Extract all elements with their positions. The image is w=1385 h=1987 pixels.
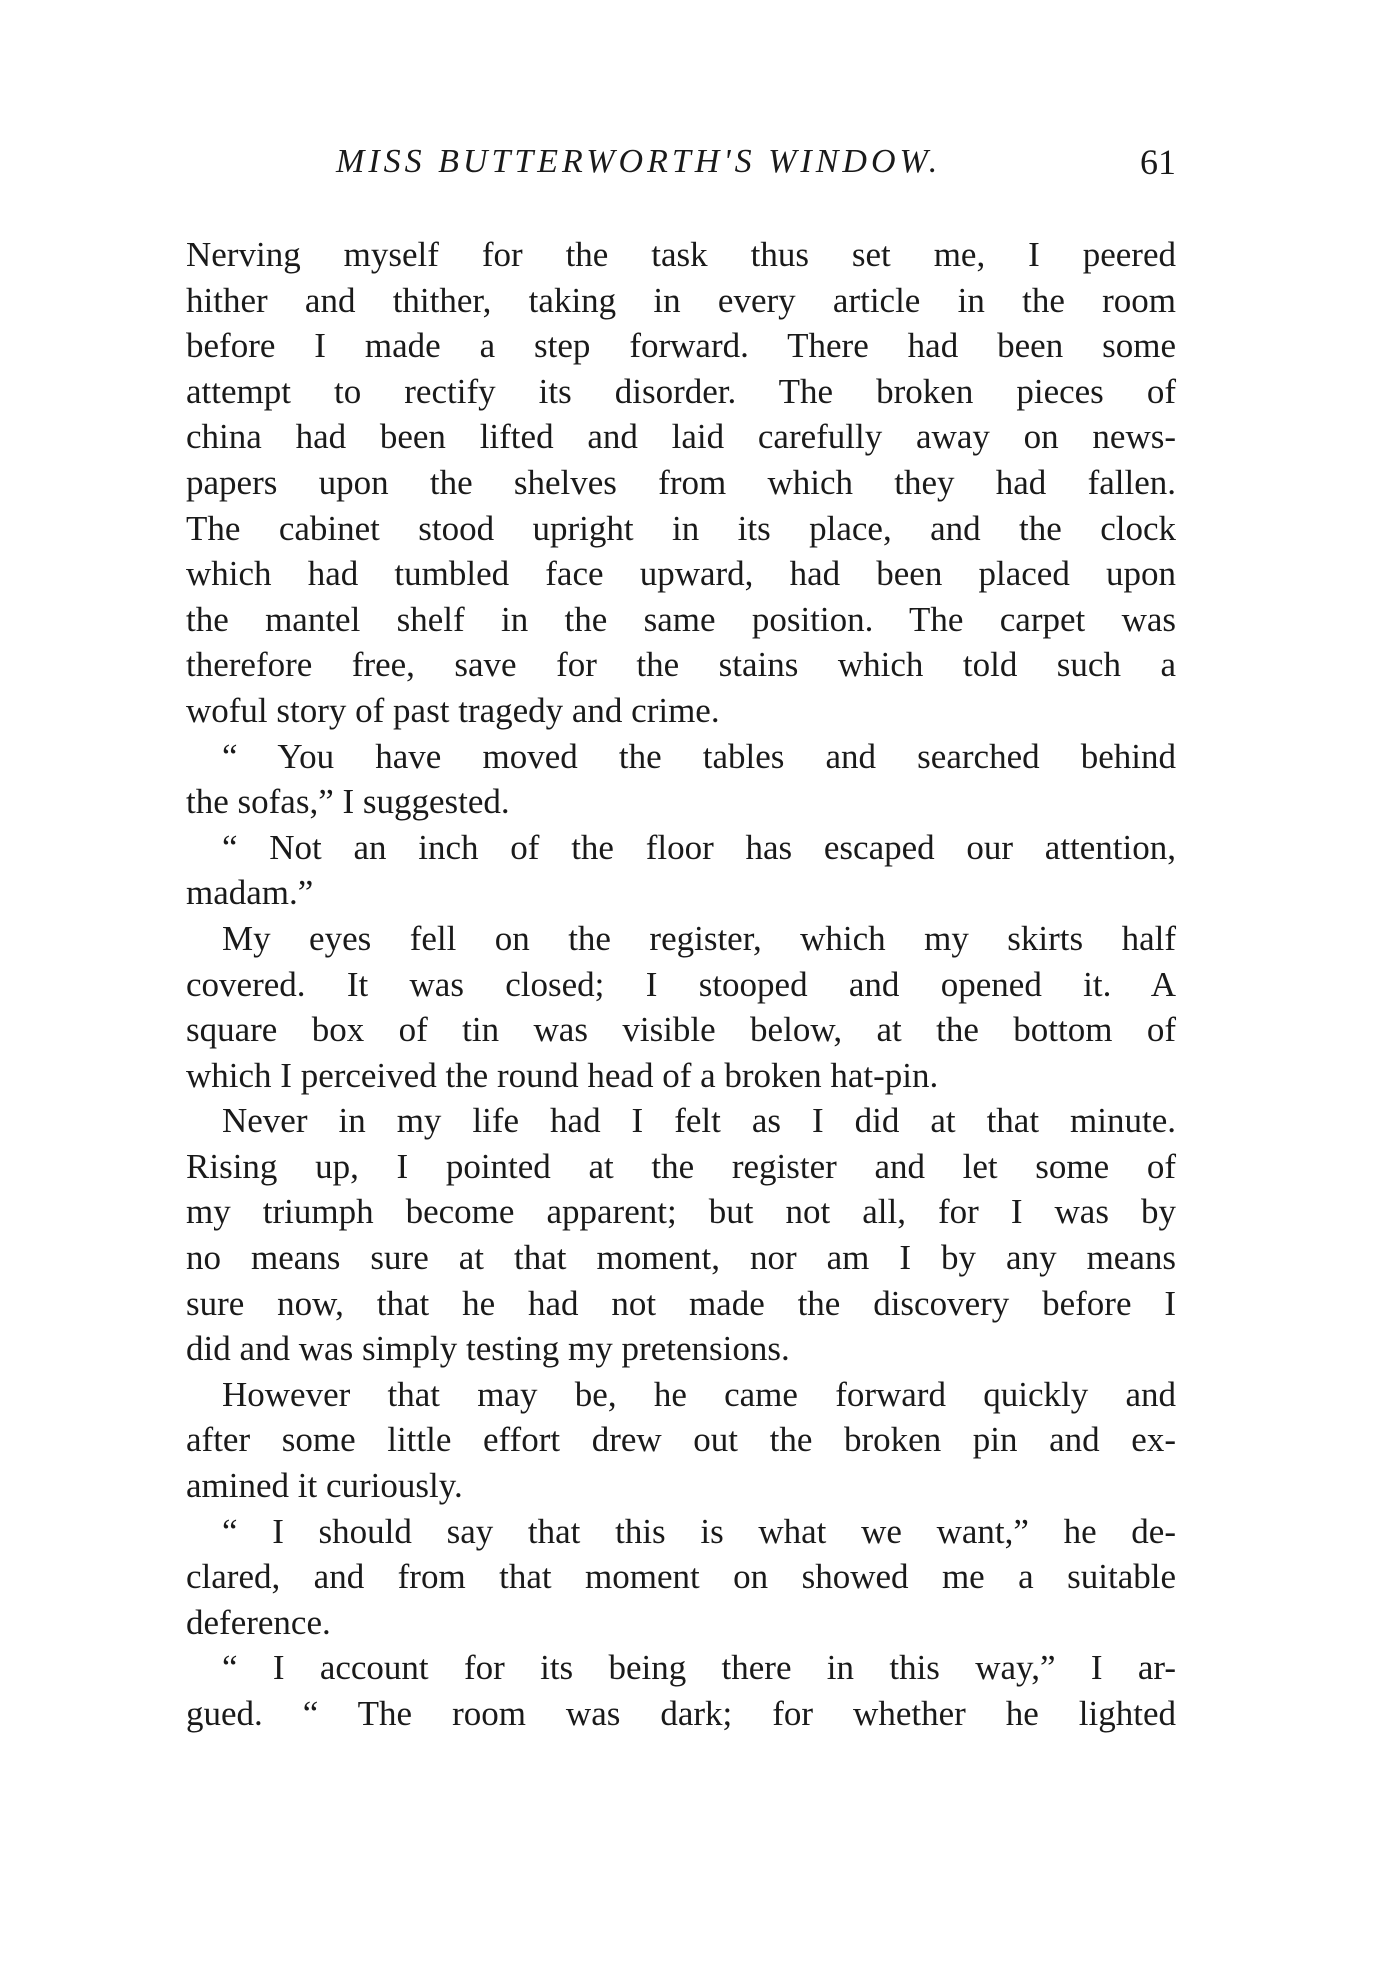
text-line: Nerving myself for the task thus set me, I peered (186, 235, 1176, 274)
text-line: “ I should say that this is what we want,” he de- (222, 1511, 1176, 1551)
text-line: which had tumbled face upward, had been placed upon (186, 554, 1176, 594)
text-line: gued. “ The room was dark; for whether he lighted (186, 1694, 1176, 1733)
text-line: amined it curiously. (186, 1466, 463, 1506)
text-line: china had been lifted and laid carefully away on news- (186, 417, 1176, 457)
text-line: However that may be, he came forward quickly and (222, 1374, 1176, 1414)
text-line: did and was simply testing my pretensions. (186, 1329, 790, 1369)
text-line: before I made a step forward. There had been some (186, 326, 1176, 366)
text-line: therefore free, save for the stains which told such a (186, 645, 1176, 685)
text-line: square box of tin was visible below, at the bottom of (186, 1010, 1176, 1050)
page-number: 61 (1140, 142, 1176, 182)
text-line: hither and thither, taking in every article in the room (186, 280, 1176, 320)
text-line: Never in my life had I felt as I did at that minute. (222, 1101, 1176, 1141)
text-line: madam.” (186, 873, 314, 913)
text-line: the mantel shelf in the same position. The carpet was (186, 599, 1176, 639)
running-title: MISS BUTTERWORTH'S WINDOW. (336, 143, 942, 180)
text-line: no means sure at that moment, nor am I by any means (186, 1238, 1176, 1278)
text-line: “ I account for its being there in this way,” I ar- (222, 1648, 1176, 1688)
text-line: The cabinet stood upright in its place, and the clock (186, 508, 1176, 548)
text-line: which I perceived the round head of a broken hat-pin. (186, 1055, 939, 1095)
running-head (186, 140, 1176, 184)
text-line: “ You have moved the tables and searched behind (222, 736, 1176, 776)
body-text (186, 232, 1176, 1737)
text-line: covered. It was closed; I stooped and opened it. A (186, 964, 1176, 1004)
text-line: woful story of past tragedy and crime. (186, 690, 720, 730)
text-line: clared, and from that moment on showed me a suitable (186, 1557, 1176, 1597)
text-line: Rising up, I pointed at the register and let some of (186, 1146, 1176, 1186)
text-line: papers upon the shelves from which they had fallen. (186, 462, 1176, 502)
text-line: deference. (186, 1602, 331, 1642)
text-line: after some little effort drew out the broken pin and ex- (186, 1420, 1176, 1460)
text-line: attempt to rectify its disorder. The broken pieces of (186, 371, 1176, 411)
text-line: sure now, that he had not made the discovery before I (186, 1283, 1176, 1323)
text-line: “ Not an inch of the floor has escaped our attention, (222, 827, 1176, 867)
text-line: My eyes fell on the register, which my skirts half (222, 918, 1176, 958)
text-line: the sofas,” I suggested. (186, 782, 510, 822)
text-line: my triumph become apparent; but not all, for I was by (186, 1192, 1176, 1232)
